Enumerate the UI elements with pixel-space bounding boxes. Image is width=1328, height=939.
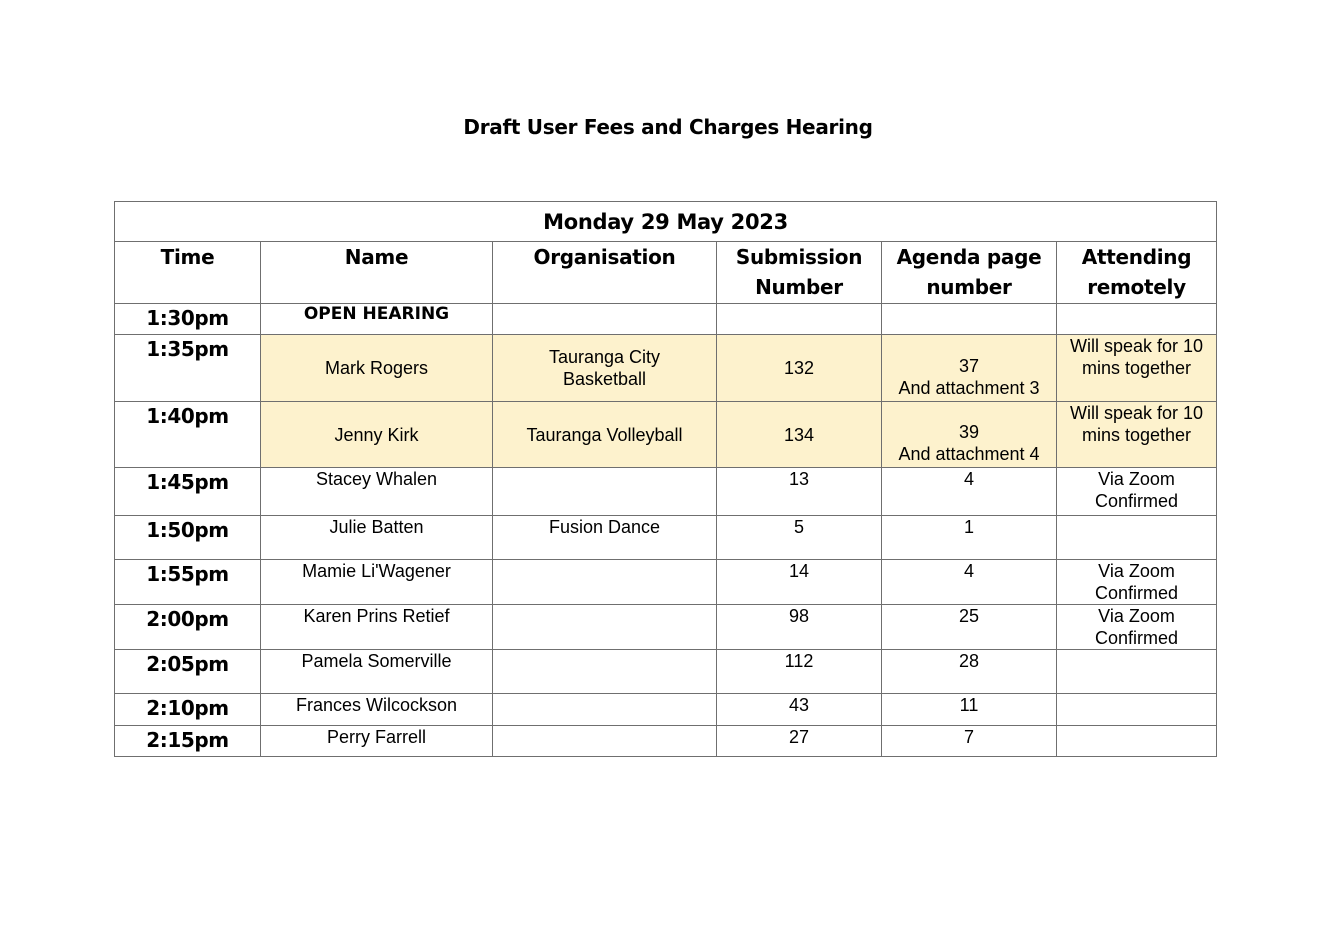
organisation-cell xyxy=(493,726,717,757)
submission-cell xyxy=(717,304,882,335)
name-cell: Karen Prins Retief xyxy=(261,605,493,650)
name-cell: Pamela Somerville xyxy=(261,650,493,694)
remote-cell: Via Zoom Confirmed xyxy=(1057,468,1217,516)
name-cell: Frances Wilcockson xyxy=(261,694,493,726)
agenda-cell: 37 And attachment 3 xyxy=(882,335,1057,402)
submission-cell: 5 xyxy=(717,516,882,560)
time-cell: 1:55pm xyxy=(115,560,261,605)
name-cell: Stacey Whalen xyxy=(261,468,493,516)
column-header-organisation: Organisation xyxy=(493,242,717,304)
column-header-attending-remotely: Attending remotely xyxy=(1057,242,1217,304)
remote-cell xyxy=(1057,726,1217,757)
time-cell: 2:10pm xyxy=(115,694,261,726)
name-cell: Mark Rogers xyxy=(261,335,493,402)
time-cell: 1:30pm xyxy=(115,304,261,335)
submission-cell: 134 xyxy=(717,402,882,468)
agenda-cell: 7 xyxy=(882,726,1057,757)
organisation-cell: Fusion Dance xyxy=(493,516,717,560)
agenda-cell: 28 xyxy=(882,650,1057,694)
organisation-cell xyxy=(493,468,717,516)
agenda-cell: 4 xyxy=(882,468,1057,516)
agenda-cell: 4 xyxy=(882,560,1057,605)
table-row xyxy=(115,402,1217,468)
table-row xyxy=(115,726,1217,757)
agenda-cell: 25 xyxy=(882,605,1057,650)
column-header-agenda-page-number: Agenda page number xyxy=(882,242,1057,304)
name-cell: Jenny Kirk xyxy=(261,402,493,468)
time-cell: 2:00pm xyxy=(115,605,261,650)
table-row xyxy=(115,650,1217,694)
agenda-cell: 39 And attachment 4 xyxy=(882,402,1057,468)
submission-cell: 132 xyxy=(717,335,882,402)
time-cell: 1:45pm xyxy=(115,468,261,516)
document-title: Draft User Fees and Charges Hearing xyxy=(463,115,873,139)
organisation-cell xyxy=(493,560,717,605)
date-heading: Monday 29 May 2023 xyxy=(115,202,1217,242)
submission-cell: 112 xyxy=(717,650,882,694)
column-header-row xyxy=(115,242,1217,304)
time-cell: 1:40pm xyxy=(115,402,261,468)
name-cell: Julie Batten xyxy=(261,516,493,560)
agenda-cell xyxy=(882,304,1057,335)
name-cell: Perry Farrell xyxy=(261,726,493,757)
table-row xyxy=(115,694,1217,726)
name-cell: Mamie Li'Wagener xyxy=(261,560,493,605)
organisation-cell: Tauranga Volleyball xyxy=(493,402,717,468)
agenda-cell: 11 xyxy=(882,694,1057,726)
organisation-cell xyxy=(493,694,717,726)
remote-cell: Via Zoom Confirmed xyxy=(1057,605,1217,650)
name-cell: OPEN HEARING xyxy=(261,304,493,335)
remote-cell: Will speak for 10 mins together xyxy=(1057,335,1217,402)
time-cell: 1:35pm xyxy=(115,335,261,402)
remote-cell xyxy=(1057,304,1217,335)
column-header-submission-number: Submission Number xyxy=(717,242,882,304)
table-row xyxy=(115,605,1217,650)
column-header-name: Name xyxy=(261,242,493,304)
table-row xyxy=(115,304,1217,335)
table-row xyxy=(115,560,1217,605)
time-cell: 1:50pm xyxy=(115,516,261,560)
submission-cell: 14 xyxy=(717,560,882,605)
submission-cell: 13 xyxy=(717,468,882,516)
time-cell: 2:05pm xyxy=(115,650,261,694)
submission-cell: 27 xyxy=(717,726,882,757)
table-row xyxy=(115,516,1217,560)
organisation-cell xyxy=(493,650,717,694)
column-header-time: Time xyxy=(115,242,261,304)
table-row xyxy=(115,468,1217,516)
time-cell: 2:15pm xyxy=(115,726,261,757)
remote-cell: Via Zoom Confirmed xyxy=(1057,560,1217,605)
remote-cell xyxy=(1057,516,1217,560)
agenda-cell: 1 xyxy=(882,516,1057,560)
submission-cell: 43 xyxy=(717,694,882,726)
table-row xyxy=(115,335,1217,402)
hearing-schedule-table xyxy=(114,201,1217,757)
organisation-cell xyxy=(493,605,717,650)
submission-cell: 98 xyxy=(717,605,882,650)
remote-cell: Will speak for 10 mins together xyxy=(1057,402,1217,468)
organisation-cell: Tauranga City Basketball xyxy=(493,335,717,402)
organisation-cell xyxy=(493,304,717,335)
remote-cell xyxy=(1057,650,1217,694)
date-heading-row xyxy=(115,202,1217,242)
remote-cell xyxy=(1057,694,1217,726)
